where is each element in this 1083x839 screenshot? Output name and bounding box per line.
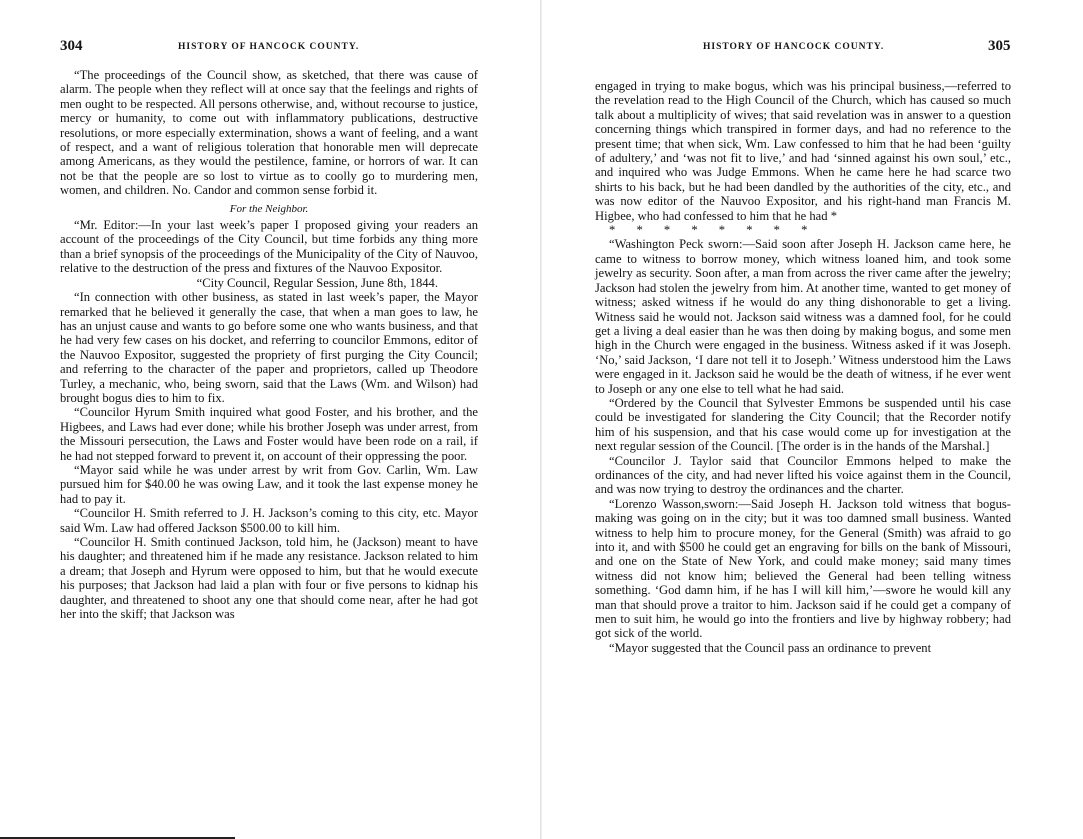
paragraph: “Councilor H. Smith referred to J. H. Jackson’s coming to this city, etc. Mayor said Wm. Law had offered Jackson $500.00 to kill him. bbox=[60, 506, 478, 535]
ellipsis-stars: * * * * * * * * bbox=[609, 223, 817, 238]
paragraph: “Mr. Editor:—In your last week’s paper I proposed giving your readers an account of the proceedings of the City Council, but time forbids any thing more than a brief synopsis of the proceedings of the Municipality of the City of Nauvoo, relative to the destruction of the press and fixtures of the Nauvoo Expositor. bbox=[60, 218, 478, 276]
paragraph: “Ordered by the Council that Sylvester Emmons be suspended until his case could be investigated for slandering the City Council; that the Recorder notify him of his suspension, and that his case would come up for investigation at the next regular session of the Council. [The order is in the hands of the Marshal.] bbox=[595, 395, 1011, 454]
right-page bbox=[541, 0, 1083, 839]
page-number: 305 bbox=[988, 38, 1011, 54]
page-number: 304 bbox=[60, 38, 83, 54]
session-heading: “City Council, Regular Session, June 8th, 1844. bbox=[196, 275, 438, 290]
body-text bbox=[60, 68, 478, 621]
running-head: HISTORY OF HANCOCK COUNTY. bbox=[178, 42, 360, 52]
paragraph: “Councilor J. Taylor said that Councilor Emmons helped to make the ordinances of the city, and had never lifted his voice against them in the Council, and was now trying to destroy the ordinances and the charter. bbox=[595, 453, 1011, 497]
paragraph: “Washington Peck sworn:—Said soon after Joseph H. Jackson came here, he came to witness to borrow money, which witness loaned him, and took some jewelry as security. Soon after, a man from across the river came after the jewelry; Jackson had stolen the jewelry from him. At another time, wanted to get money of witness; asked witness if he would do any thing dishonorable to get a living. Witness said he would not. Jackson said witness was a damned fool, for he could get a living a deal easier than he was then doing by making bogus, and some men high in the Church were engaged in the business. Witness asked if it was Joseph. ‘No,’ said Jackson, ‘I dare not tell it to Joseph.’ Witness understood him the Laws were engaged in it. Jackson said he would be the death of witness, if he ever went to Joseph or any one else to tell what he had said. bbox=[595, 237, 1011, 396]
left-page bbox=[0, 0, 541, 839]
paragraph: “Councilor Hyrum Smith inquired what good Foster, and his brother, and the Higbees, and Laws had ever done; while his brother Joseph was under arrest, from the Missouri persecution, the Laws and Foster would have been rode on a rail, if he had not stepped forward to prevent it, on account of their oppressing the poor. bbox=[60, 405, 478, 463]
paragraph: “In connection with other business, as stated in last week’s paper, the Mayor remarked that he believed it generally the case, that when a man goes to law, he has an unjust cause and wants to go before some one who wants business, and that he had very few cases on his docket, and referring to councilor Emmons, editor of the Nauvoo Expositor, suggested the propriety of first purging the City Council; and referring to the character of the paper and proprietors, called up Theodore Turley, a mechanic, who, being sworn, said that the Laws (Wm. and Wilson) had brought bogus dies to him to fix. bbox=[60, 290, 478, 405]
section-heading: For the Neighbor. bbox=[229, 202, 309, 215]
paragraph: “Lorenzo Wasson,sworn:—Said Joseph H. Jackson told witness that bogus-making was going on in the city; but it was too damned small business. Wanted witness to help him to procure money, for the General (Smith) was afraid to go into it, and with $500 he could get an engraving for bills on the bank of Missouri, and one on the State of New York, and could make money; said many times witness did not know him; believed the General had been telling witness something. ‘God damn him, if he has I will kill him,’—swore he would kill any man that should prove a traitor to him. Jackson said if he could get a company of men to suit him, he would go into the frontiers and live by highway robbery; had got sick of the world. bbox=[595, 496, 1011, 641]
running-head: HISTORY OF HANCOCK COUNTY. bbox=[703, 42, 885, 52]
paragraph: engaged in trying to make bogus, which was his principal business,—referred to the revelation read to the High Council of the Church, which has caused so much talk about a multiplicity of wives; that said revelation was in answer to a question concerning things which transpired in former days, and had no reference to the present time; that when sick, Wm. Law confessed to him that he had been ‘guilty of adultery,’ and ‘was not fit to live,’ and had ‘sinned against his own soul,’ etc., and inquired who was Judge Emmons. When he came here he had scarce two shirts to his back, but he had been dandled by the authorities of the city, etc., and was now editor of the Nauvoo Expositor, and his right-hand man Francis M. Higbee, who had confessed to him that he had * bbox=[595, 79, 1011, 223]
paragraph: “The proceedings of the Council show, as sketched, that there was cause of alarm. The people when they reflect will at once say that the feelings and rights of men ought to be respected. All persons otherwise, and, without recourse to justice, mercy or humanity, to come out with inflammatory publications, destructive resolutions, or more especially extermination, shows a want of feeling, and a want of respect, and a want of religious toleration that honorable men will deprecate among Americans, as they would the pestilence, famine, or horrors of war. It can not be that the people are so lost to virtue as to coolly go to murdering men, women, and children. No. Candor and common sense forbid it. bbox=[60, 68, 478, 198]
body-text bbox=[595, 79, 1011, 655]
paragraph: “Mayor suggested that the Council pass an ordinance to prevent bbox=[609, 640, 932, 655]
paragraph: “Councilor H. Smith continued Jackson, told him, he (Jackson) meant to have his daughter; and threatened him if he made any resistance. Jackson related to him a dream; that Joseph and Hyrum were opposed to him, but that he would execute his purposes; that Jackson had laid a plan with four or five persons to kidnap his daughter, and threatened to shoot any one that should come near, after he had got her into the skiff; that Jackson was bbox=[60, 535, 478, 622]
paragraph: “Mayor said while he was under arrest by writ from Gov. Carlin, Wm. Law pursued him for $40.00 he was owing Law, and it took the last expense money he had to pay it. bbox=[60, 462, 478, 506]
